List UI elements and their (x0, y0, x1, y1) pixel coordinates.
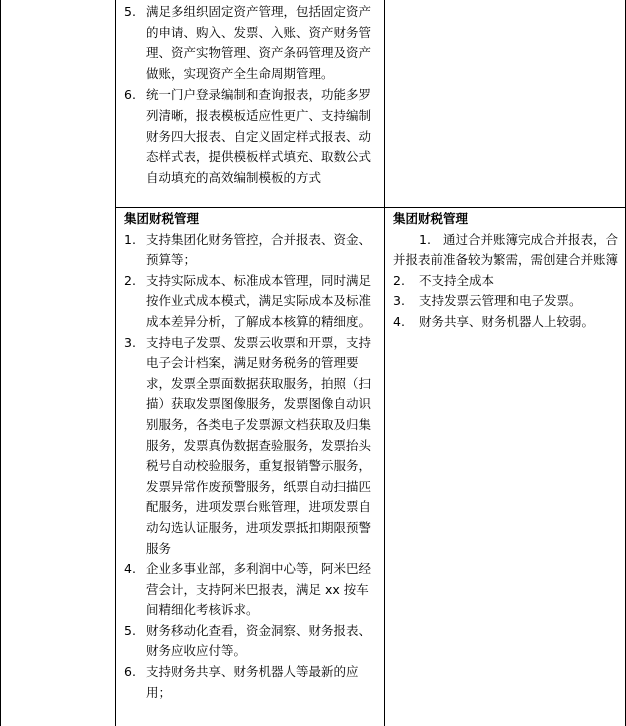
list-item-number: 2. (393, 272, 405, 288)
list-item (124, 2, 380, 84)
list-item (124, 662, 380, 703)
list-item (124, 559, 380, 621)
list-item-number: 6. (124, 664, 136, 680)
list-item-text: 统一门户登录编制和查询报表，功能多罗列清晰，报表模板适应性更广、支持编制财务四大报表、自定义固定样式报表、动态样式表，提供模板样式填充、取数公式自动填充的高效编制模板的方式 (146, 87, 372, 185)
list-item-number: 2. (124, 272, 136, 288)
tax-left-cell (124, 209, 380, 703)
list-item-text: 满足多组织固定资产管理，包括固定资产的申请、购入、发票、入账、资产财务管理、资产实物管理、资产条码管理及资产做账，实现资产全生命周期管理。 (146, 4, 372, 81)
table-border-left (0, 0, 1, 726)
list-item (124, 621, 380, 662)
list-item-number: 6. (124, 87, 136, 103)
list-item-number: 4. (124, 561, 136, 577)
list-item (393, 271, 621, 292)
list-item-text: 支持集团化财务管控，合并报表、资金、预算等； (146, 231, 372, 268)
section-heading: 集团财税管理 (124, 211, 200, 226)
tax-right-cell (393, 209, 621, 333)
list-item-number: 5. (124, 4, 136, 19)
list-item (393, 291, 621, 312)
table-border-col2 (384, 0, 385, 726)
list-item (124, 271, 380, 333)
list-item-text: 支持财务共享、财务机器人等最新的应用； (146, 664, 359, 700)
row-divider (115, 207, 626, 208)
list-item-text: 支持电子发票、发票云收票和开票，支持电子会计档案，满足财务税务的管理要求，发票全票面数据获取服务，拍照（扫描）获取发票图像服务，发票图像自动识别服务，各类电子发票源文档获取及归集服务，发票真伪数据查验服务，发票抬头税号自动校验服务，重复报销警示服务，发票异常作废预警服务，纸票自动扫描匹配服务，进项发票台账管理，进项发票自动勾选认证服务，进项发票抵扣期限预警服务 (146, 334, 372, 556)
list-item-text: 支持实际成本、标准成本管理，同时满足按作业式成本模式，满足实际成本及标准成本差异分析，了解成本核算的精细度。 (146, 272, 372, 329)
list-item-number: 1. (124, 231, 136, 247)
table-border-col1 (115, 0, 116, 726)
list-item-number: 1. (419, 231, 431, 247)
list-item-number: 4. (393, 313, 405, 329)
list-item-number: 3. (393, 293, 405, 309)
list-item-text: 企业多事业部，多利润中心等，阿米巴经营会计，支持阿米巴报表，满足 xx 按车间精细化考核诉求。 (146, 561, 372, 618)
list-item (124, 230, 380, 271)
list-item-text: 财务移动化查看，资金洞察、财务报表、财务应收应付等。 (146, 622, 372, 659)
section-heading: 集团财税管理 (393, 211, 469, 226)
list-item-text: 不支持全成本 (419, 272, 495, 288)
list-item-text: 财务共享、财务机器人上较弱。 (419, 313, 595, 329)
list-item (393, 230, 621, 271)
list-item-number: 3. (124, 334, 136, 350)
list-item-number: 5. (124, 622, 136, 638)
list-item-text: 支持发票云管理和电子发票。 (419, 293, 582, 309)
list-item (124, 333, 380, 560)
list-item-text: 通过合并账簿完成合并报表，合并报表前准备较为繁需，需创建合并账簿 (393, 231, 619, 268)
list-item (124, 85, 380, 188)
list-item (393, 312, 621, 333)
top-left-cell (124, 2, 380, 188)
